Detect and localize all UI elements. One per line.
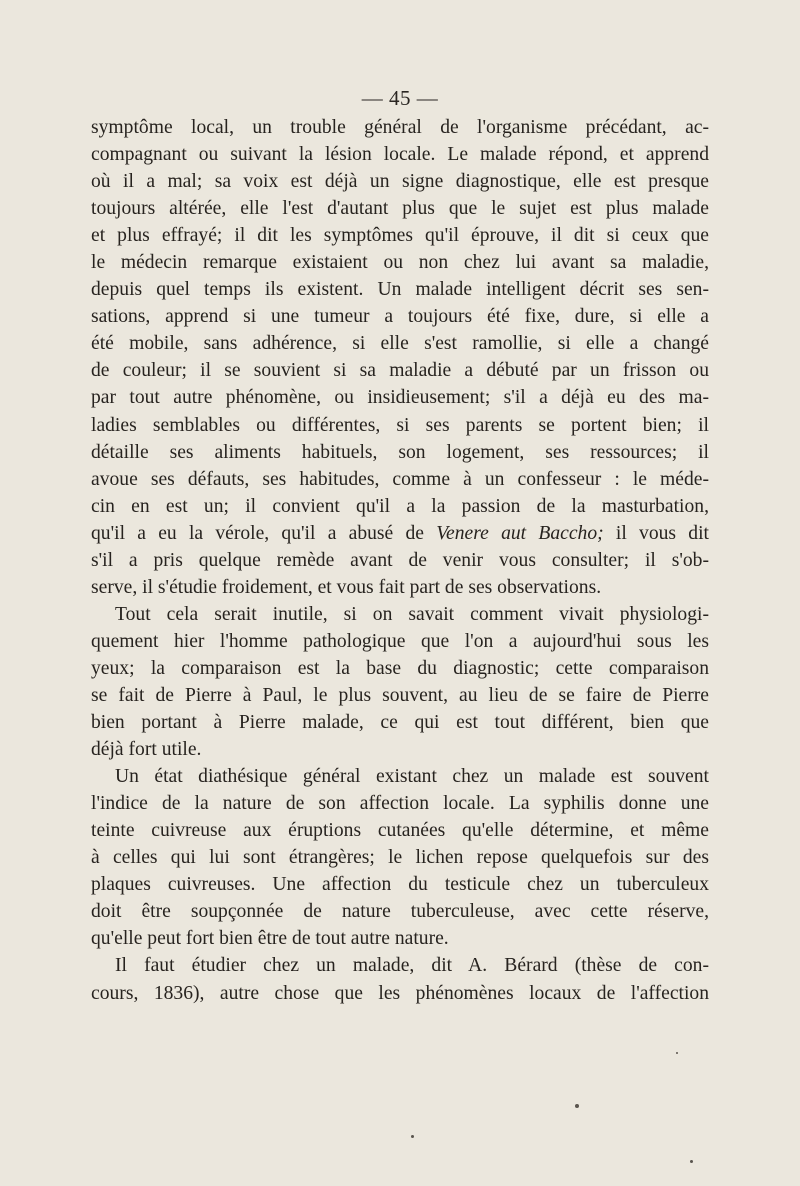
text-line: cours, 1836), autre chose que les phénomènes locaux de l'affection bbox=[91, 982, 709, 1004]
paragraph-start-line: Tout cela serait inutile, si on savait comment vivait physiologi- bbox=[115, 603, 709, 625]
text-line: toujours altérée, elle l'est d'autant plus que le sujet est plus malade bbox=[91, 198, 709, 220]
text-line: bien portant à Pierre malade, ce qui est tout différent, bien que bbox=[91, 712, 709, 734]
text-line: teinte cuivreuse aux éruptions cutanées qu'elle détermine, et même bbox=[91, 820, 709, 842]
text-segment: il vous dit bbox=[603, 522, 709, 544]
text-line: doit être soupçonnée de nature tuberculeuse, avec cette réserve, bbox=[91, 901, 709, 923]
italic-phrase: Venere aut Baccho; bbox=[436, 522, 604, 544]
text-line-italic-phrase bbox=[91, 520, 709, 547]
text-line: de couleur; il se souvient si sa maladie a débuté par un frisson ou bbox=[91, 360, 709, 382]
paragraph-start-line: Un état diathésique général existant chez un malade est souvent bbox=[115, 766, 709, 788]
text-line: yeux; la comparaison est la base du diagnostic; cette comparaison bbox=[91, 657, 709, 679]
text-line: été mobile, sans adhérence, si elle s'est ramollie, si elle a changé bbox=[91, 333, 709, 355]
text-line: serve, il s'étudie froidement, et vous fait part de ses observations. bbox=[91, 576, 602, 598]
text-segment: qu'il a eu la vérole, qu'il a abusé de bbox=[91, 522, 437, 544]
paper-speck bbox=[676, 1052, 678, 1054]
text-line: symptôme local, un trouble général de l'organisme précédant, ac- bbox=[91, 117, 709, 138]
page-number: — 45 — bbox=[361, 86, 439, 110]
text-line: détaille ses aliments habituels, son logement, ses ressources; il bbox=[91, 441, 709, 463]
text-line: par tout autre phénomène, ou insidieusement; s'il a déjà eu des ma- bbox=[91, 387, 709, 409]
text-line: déjà fort utile. bbox=[91, 739, 202, 761]
text-line: cin en est un; il convient qu'il a la passion de la masturbation, bbox=[91, 495, 709, 517]
text-line: quement hier l'homme pathologique que l'on a aujourd'hui sous les bbox=[91, 630, 709, 652]
text-line: à celles qui lui sont étrangères; le lichen repose quelquefois sur des bbox=[91, 847, 709, 869]
text-line: se fait de Pierre à Paul, le plus souvent, au lieu de se faire de Pierre bbox=[91, 684, 709, 706]
text-line: où il a mal; sa voix est déjà un signe diagnostique, elle est presque bbox=[91, 171, 709, 193]
text-line: compagnant ou suivant la lésion locale. Le malade répond, et apprend bbox=[91, 144, 709, 166]
text-line: plaques cuivreuses. Une affection du testicule chez un tuberculeux bbox=[91, 874, 709, 896]
text-line: l'indice de la nature de son affection locale. La syphilis donne une bbox=[91, 793, 709, 815]
text-line: et plus effrayé; il dit les symptômes qu'il éprouve, il dit si ceux que bbox=[91, 225, 709, 247]
text-line: avoue ses défauts, ses habitudes, comme à un confesseur : le méde- bbox=[91, 468, 709, 490]
text-line: s'il a pris quelque remède avant de venir vous consulter; il s'ob- bbox=[91, 549, 709, 571]
paper-speck bbox=[690, 1160, 693, 1163]
paper-speck bbox=[411, 1135, 414, 1138]
text-line: qu'elle peut fort bien être de tout autre nature. bbox=[91, 928, 449, 950]
text-line: ladies semblables ou différentes, si ses parents se portent bien; il bbox=[91, 414, 709, 436]
paper-speck bbox=[575, 1104, 579, 1108]
body-text bbox=[91, 114, 709, 1007]
text-line: depuis quel temps ils existent. Un malade intelligent décrit ses sen- bbox=[91, 279, 709, 301]
text-line: sations, apprend si une tumeur a toujours été fixe, dure, si elle a bbox=[91, 306, 709, 328]
text-line: le médecin remarque existaient ou non chez lui avant sa maladie, bbox=[91, 252, 709, 274]
paragraph-start-line: Il faut étudier chez un malade, dit A. Bérard (thèse de con- bbox=[115, 955, 709, 977]
